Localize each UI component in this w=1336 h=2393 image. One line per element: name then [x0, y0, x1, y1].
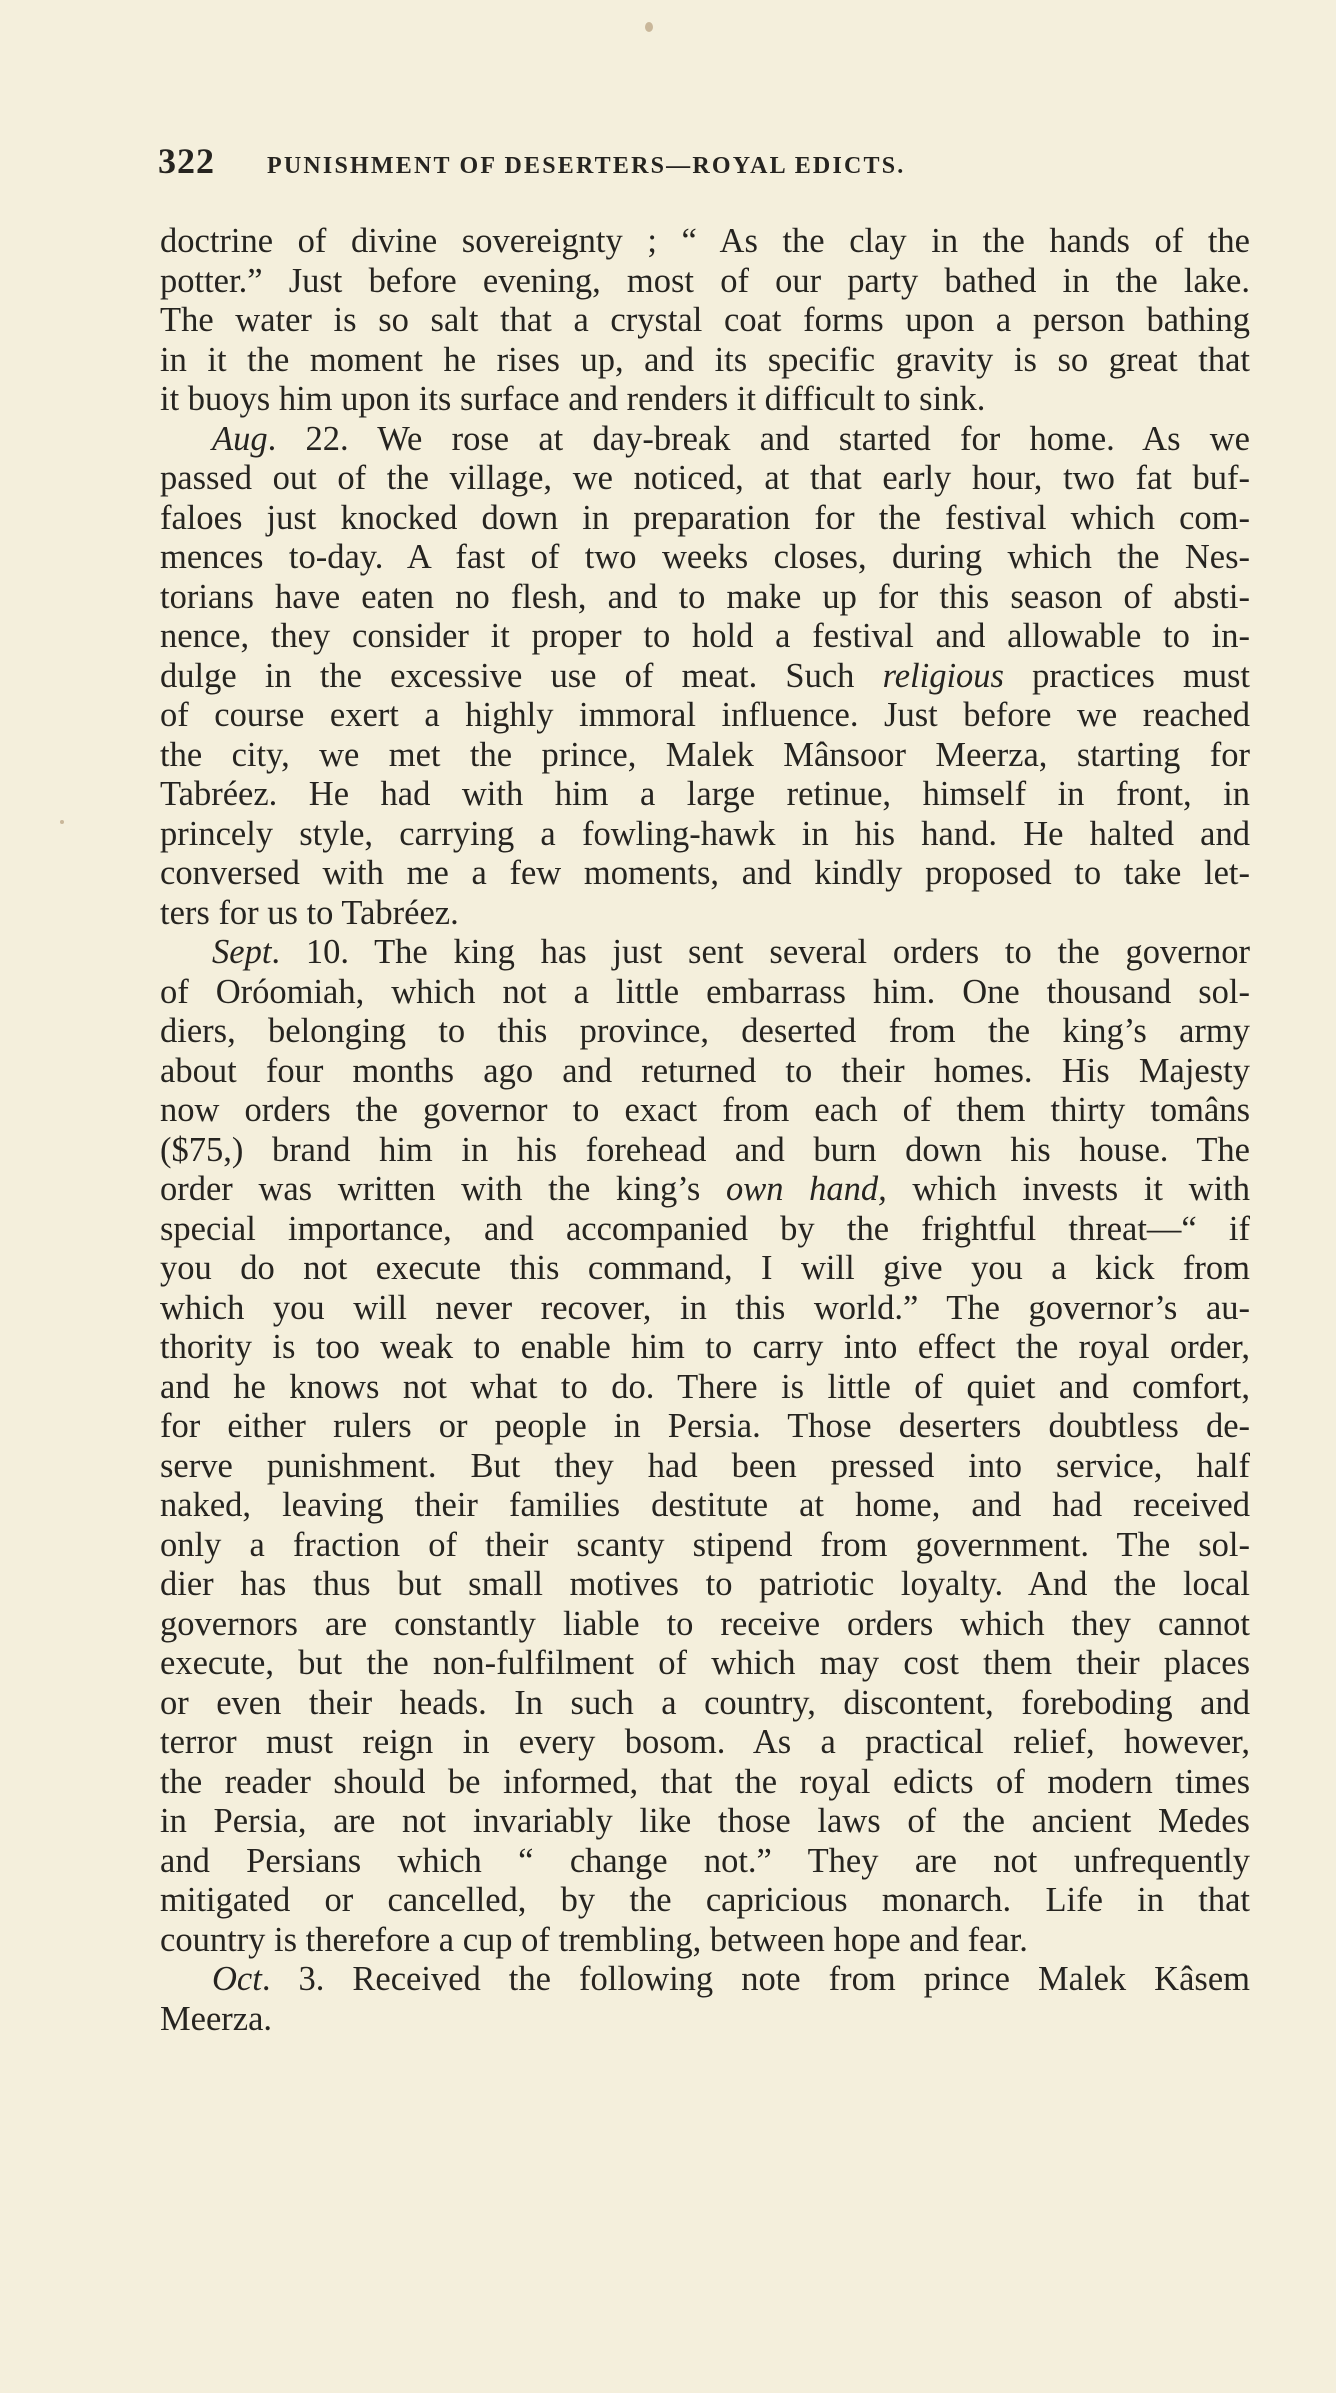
line-text: you do not execute this command, I will give you a kick from	[160, 1249, 1250, 1287]
text-line	[160, 1407, 1250, 1447]
line-text: about four months ago and returned to their homes. His Majesty	[160, 1051, 1250, 1090]
line-text: ($75,) brand him in his forehead and burn down his house. The	[160, 1130, 1250, 1169]
text-line	[160, 894, 1250, 934]
text-line	[160, 1052, 1250, 1092]
line-text: faloes just knocked down in preparation for the festival which com-	[160, 498, 1250, 537]
text-line	[160, 1960, 1250, 2000]
text-line	[160, 657, 1250, 697]
text-line	[160, 696, 1250, 736]
line-text: terror must reign in every bosom. As a practical relief, however,	[160, 1723, 1250, 1761]
line-text: doctrine of divine sovereignty ; “ As the clay in the hands of the	[160, 222, 1250, 260]
line-text: serve punishment. But they had been pressed into service, half	[160, 1446, 1250, 1485]
text-line	[160, 1605, 1250, 1645]
italic-text: religious	[882, 656, 1004, 695]
line-text: of course exert a highly immoral influence. Just before we reached	[160, 696, 1250, 734]
line-text: torians have eaten no flesh, and to make up for this season of absti-	[160, 577, 1250, 616]
line-text: potter.” Just before evening, most of our party bathed in the lake.	[160, 261, 1250, 300]
line-text: of Oróomiah, which not a little embarrass him. One thousand sol-	[160, 972, 1250, 1011]
line-text: dulge in the excessive use of meat. Such	[160, 656, 883, 695]
line-text: the city, we met the prince, Malek Mânsoor Meerza, starting for	[160, 735, 1250, 774]
line-text: country is therefore a cup of trembling, between hope and fear.	[160, 1920, 1028, 1959]
line-text: in Persia, are not invariably like those laws of the ancient Medes	[160, 1802, 1250, 1840]
line-text: only a fraction of their scanty stipend from government. The sol-	[160, 1525, 1250, 1564]
body-text	[160, 222, 1250, 2039]
text-line	[160, 1842, 1250, 1882]
text-line	[160, 222, 1250, 262]
line-text: mitigated or cancelled, by the capricious monarch. Life in that	[160, 1881, 1250, 1919]
text-line	[160, 1526, 1250, 1566]
line-text: execute, but the non-fulfilment of which may cost them their places	[160, 1644, 1250, 1682]
running-header	[158, 140, 1098, 184]
italic-text: Aug	[212, 419, 268, 458]
line-text: governors are constantly liable to receive orders which they cannot	[160, 1604, 1250, 1643]
text-line	[160, 1802, 1250, 1842]
paper-spot	[645, 22, 653, 32]
text-line	[160, 262, 1250, 302]
line-text: Tabréez. He had with him a large retinue, himself in front, in	[160, 775, 1250, 813]
text-line	[160, 1921, 1250, 1961]
text-line	[160, 854, 1250, 894]
line-text: it buoys him upon its surface and renders it difficult to sink.	[160, 380, 986, 418]
text-line	[160, 775, 1250, 815]
line-text: . 22. We rose at day-break and started for home. As we	[267, 419, 1250, 458]
line-text: Meerza.	[160, 1999, 273, 2038]
text-line	[160, 301, 1250, 341]
text-line	[160, 578, 1250, 618]
line-text: order was written with the king’s	[160, 1170, 726, 1208]
line-text: and Persians which “ change not.” They are not unfrequently	[160, 1841, 1250, 1880]
paper-spot	[60, 820, 64, 824]
text-line	[160, 1565, 1250, 1605]
text-line	[160, 459, 1250, 499]
text-line	[160, 499, 1250, 539]
line-text: which you will never recover, in this world.” The governor’s au-	[160, 1288, 1250, 1327]
text-line	[160, 380, 1250, 420]
line-text: dier has thus but small motives to patriotic loyalty. And the local	[160, 1565, 1250, 1603]
text-line	[160, 736, 1250, 776]
text-line	[160, 1684, 1250, 1724]
text-line	[160, 617, 1250, 657]
text-line	[160, 420, 1250, 460]
text-line	[160, 1131, 1250, 1171]
line-text: passed out of the village, we noticed, at that early hour, two fat buf-	[160, 459, 1250, 497]
text-line	[160, 1368, 1250, 1408]
text-line	[160, 1486, 1250, 1526]
line-text: naked, leaving their families destitute at home, and had received	[160, 1486, 1250, 1524]
line-text: . 3. Received the following note from prince Malek Kâsem	[261, 1960, 1250, 1998]
text-line	[160, 973, 1250, 1013]
line-text: nence, they consider it proper to hold a festival and allowable to in-	[160, 617, 1250, 655]
line-text: in it the moment he rises up, and its specific gravity is so great that	[160, 340, 1250, 379]
line-text: for either rulers or people in Persia. Those deserters doubtless de-	[160, 1407, 1250, 1445]
text-line	[160, 1644, 1250, 1684]
text-line	[160, 1289, 1250, 1329]
line-text: mences to-day. A fast of two weeks closes, during which the Nes-	[160, 538, 1250, 576]
text-line	[160, 1012, 1250, 1052]
text-line	[160, 815, 1250, 855]
text-line	[160, 1091, 1250, 1131]
line-text: practices must	[1003, 656, 1251, 695]
text-line	[160, 1447, 1250, 1487]
text-line	[160, 1723, 1250, 1763]
italic-text: Sept	[212, 933, 272, 971]
text-line	[160, 933, 1250, 973]
line-text: princely style, carrying a fowling-hawk in his hand. He halted and	[160, 814, 1250, 853]
italic-text: Oct	[212, 1960, 262, 1998]
page-number: 322	[158, 141, 215, 181]
line-text: the reader should be informed, that the royal edicts of modern times	[160, 1762, 1250, 1801]
line-text: special importance, and accompanied by the frightful threat—“ if	[160, 1209, 1250, 1248]
text-line	[160, 1210, 1250, 1250]
line-text: now orders the governor to exact from each of them thirty tomâns	[160, 1091, 1250, 1129]
line-text: thority is too weak to enable him to carry into effect the royal order,	[160, 1328, 1250, 1366]
running-title: PUNISHMENT OF DESERTERS—ROYAL EDICTS.	[267, 153, 906, 179]
line-text: ters for us to Tabréez.	[160, 893, 459, 932]
line-text: diers, belonging to this province, deserted from the king’s army	[160, 1012, 1250, 1050]
text-line	[160, 1170, 1250, 1210]
line-text: The water is so salt that a crystal coat forms upon a person bathing	[160, 301, 1250, 339]
text-line	[160, 1328, 1250, 1368]
line-text: and he knows not what to do. There is little of quiet and comfort,	[160, 1367, 1250, 1406]
line-text: . 10. The king has just sent several orders to the governor	[271, 933, 1250, 971]
text-line	[160, 341, 1250, 381]
text-line	[160, 538, 1250, 578]
line-text: conversed with me a few moments, and kindly proposed to take let-	[160, 854, 1250, 892]
text-line	[160, 1763, 1250, 1803]
text-line	[160, 2000, 1250, 2040]
text-line	[160, 1249, 1250, 1289]
line-text: or even their heads. In such a country, discontent, foreboding and	[160, 1683, 1250, 1722]
text-line	[160, 1881, 1250, 1921]
italic-text: own hand,	[725, 1170, 887, 1208]
line-text: which invests it with	[886, 1170, 1251, 1208]
